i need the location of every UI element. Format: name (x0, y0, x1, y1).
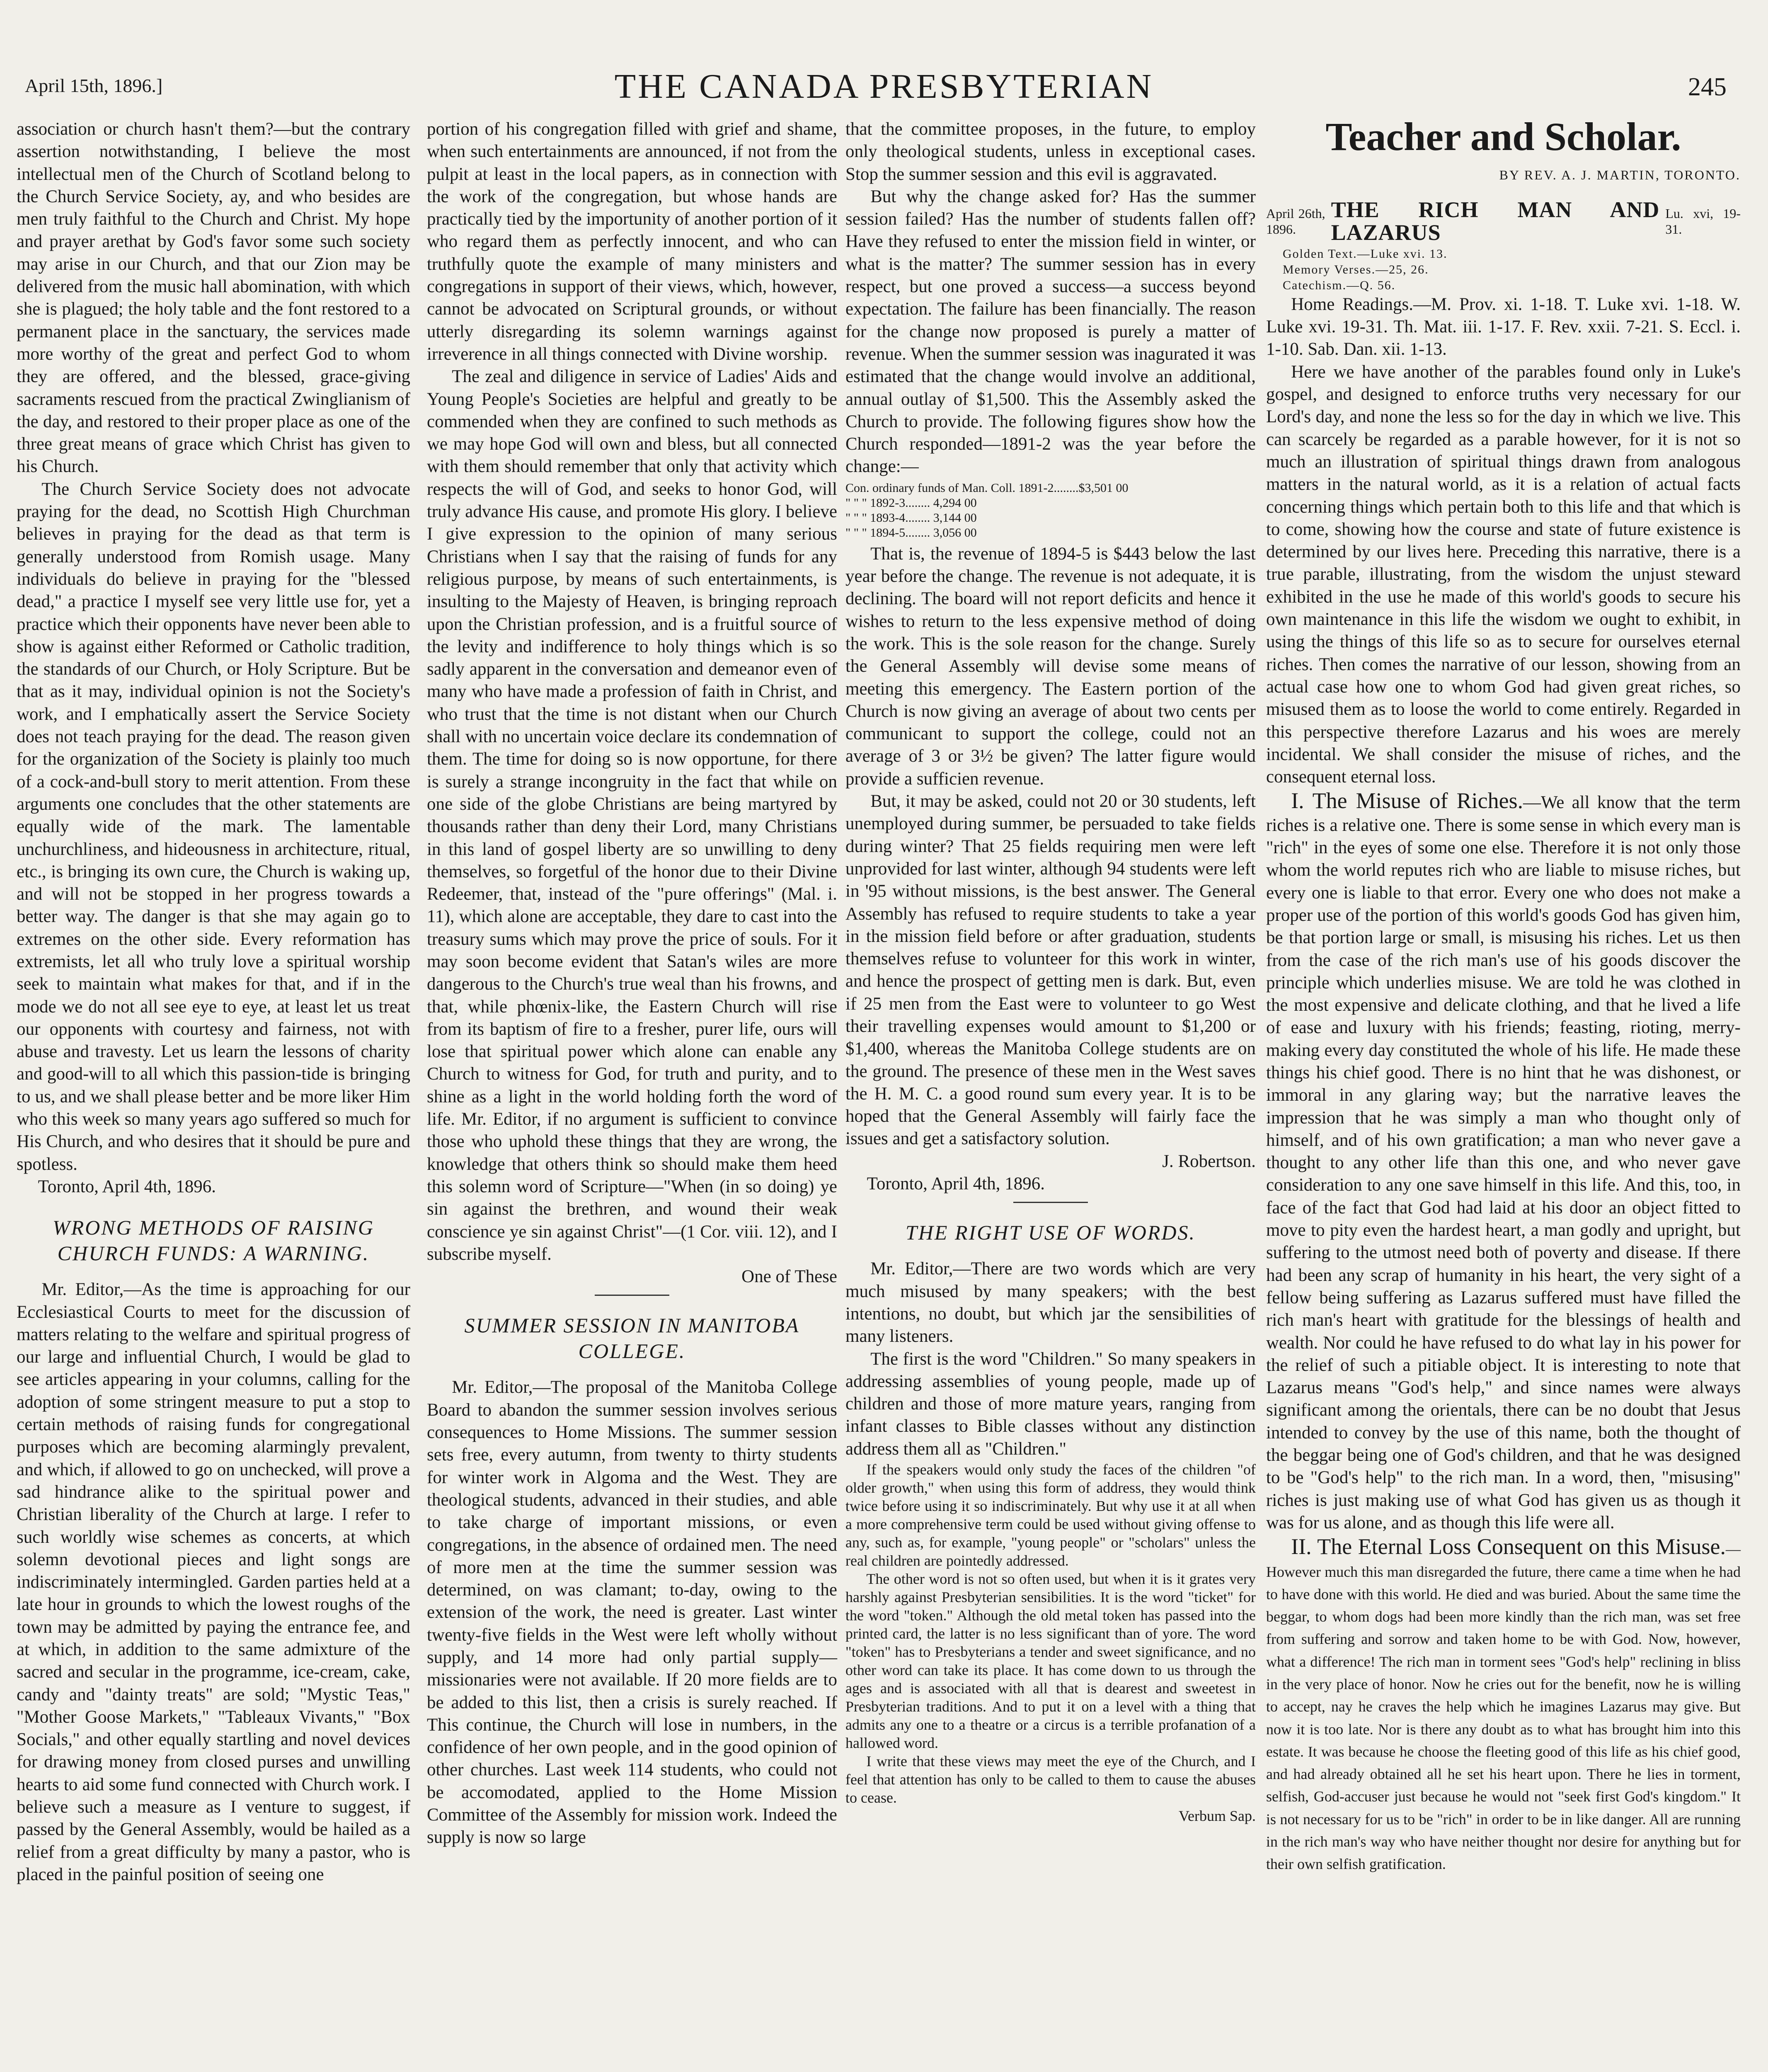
article-signature: J. Robertson. (1162, 1151, 1256, 1171)
table-row: Con. ordinary funds of Man. Coll. 1891-2........$3,501 00 (845, 481, 1129, 495)
table-row: " " " 1894-5........ 3,056 00 (845, 525, 977, 540)
article-paragraph: Here we have another of the parables found only in Luke's gospel, and designed to enforce truths very necessary for our Lord's day, and none the less so for the day in which we live. This can scarcely be regarded as a parable however, for it is not so much an illustration of spiritual things drawn from analogous matters in the natural world, as it is a relation of actual facts concerning things which pertain both to this life and that which is to come, showing how the course and state of future existence is determined by our lives here. Preceding this narrative, there is a true parable, illustrating, from the wisdom the unjust steward exhibited in the use he made of this world's goods to secure his own maintenance in this life the wisdom we ought to exhibit, in using the things of this life so as to secure for ourselves eternal riches. Then comes the narrative of our lesson, showing from an actual case how one to whom God had given great riches, so misused them as to loose the world to come entirely. Regarded in this perspective therefore Lazarus and his woes are merely incidental. We shall consider the misuse of riches, and the consequent eternal loss. (1266, 362, 1741, 787)
column-2 (427, 118, 837, 1849)
page-number: 245 (1688, 73, 1727, 101)
article-heading: THE RIGHT USE OF WORDS. (906, 1221, 1196, 1244)
column-3 (845, 118, 1256, 1825)
article-paragraph: If the speakers would only study the faces of the children "of older growth," when using this form of address, they would think twice before using it so indiscriminately. But why use it at all when a more comprehensive term could be used without giving offense to any, such as, for example, "young people" or "scholars" unless the real children are pointedly addressed. (845, 1461, 1256, 1569)
article-heading: SUMMER SESSION IN MANITOBA COLLEGE. (464, 1314, 800, 1363)
article-paragraph: that the committee proposes, in the future, to employ only theological students, unless in exceptional cases. Stop the summer session and this evil is aggravated. (845, 119, 1256, 184)
article-paragraph: I write that these views may meet the eye of the Church, and I feel that attention has only to be called to them to cause the abuses to cease. (845, 1753, 1256, 1806)
memory-verses: Memory Verses.—25, 26. (1283, 262, 1429, 276)
table-row: " " " 1892-3........ 4,294 00 (845, 496, 977, 510)
article-signature: One of These (741, 1267, 837, 1287)
subheading: II. The Eternal Loss Consequent on this Misuse. (1291, 1534, 1726, 1559)
article-paragraph: portion of his congregation filled with grief and shame, when such entertainments are announced, if not from the pulpit at least in the local papers, as in connection with the work of the congregation, but whose hands are practically tied by the importunity of another portion of it who regard them as perfectly innocent, and who can truthfully quote the example of many ministers and congregations in support of their views, which, however, cannot be advocated on Scriptural grounds, or without utterly disregarding its solemn warnings against irreverence in all things connected with Divine worship. (427, 119, 837, 364)
article-paragraph: Mr. Editor,—There are two words which are very much misused by many speakers; with the best intentions, no doubt, but which jar the sensibilities of many listeners. (845, 1259, 1256, 1346)
lesson-title: THE RICH MAN AND LAZARUS (1331, 197, 1660, 245)
article-paragraph: association or church hasn't them?—but the contrary assertion notwithstanding, I believe the most intellectual men of the Church of Scotland belong to the Church Service Society, ay, and who besides are men truly faithful to the Church and Christ. My hope and prayer arethat by God's favor some such society may arise in our Church, and that our Zion may be delivered from the music hall abomination, with which she is plagued; the holy table and the font restored to a permanent place in the sanctuary, the services made more worthy of the great and perfect God to whom they are offered, and the blessed, grace-giving sacraments rescued from the practical Zwinglianism of the day, and restored to their proper place as one of the three great means of grace which Christ has given to his Church. (17, 119, 410, 477)
lesson-date: April 26th, 1896. (1266, 206, 1325, 237)
article-dateline: Toronto, April 4th, 1896. (867, 1174, 1045, 1194)
article-paragraph: The other word is not so often used, but when it is it grates very harshly against Presbyterian sensibilities. It is the word "ticket" for the word "token." Although the old metal token has passed into the printed card, the latter is no less significant than of yore. The word "token" has to Presbyterians a tender and sweet significance, and no other word can take its place. It has come down to us through the ages and is associated with all that is dearest and sweetest in Presbyterian traditions. And to put it on a level with a thing that admits any one to a theatre or a circus is a terrible profanation of a hallowed word. (845, 1571, 1256, 1752)
golden-text: Golden Text.—Luke xvi. 13. (1283, 247, 1448, 261)
subheading: I. The Misuse of Riches. (1291, 788, 1523, 813)
article-paragraph: But, it may be asked, could not 20 or 30 students, left unemployed during summer, be persuaded to take fields during winter? That 25 fields requiring men were left unprovided for last winter, although 94 students were left in '95 without missions, is the best answer. The General Assembly has refused to require students to take a year in the mission field before or after graduation, students themselves refuse to volunteer for this work in winter, and hence the prospect of getting men is dark. But, even if 25 men from the East were to volunteer to go West their travelling expenses would amount to $1,200 or $1,400, whereas the Manitoba College students are on the ground. The presence of these men in the West saves the H. M. C. a good round sum every year. It is to be hoped that the General Assembly will fairly face the issues and get a satisfactory solution. (845, 792, 1256, 1149)
home-readings: Home Readings.—M. Prov. xi. 1-18. T. Luke xvi. 1-18. W. Luke xvi. 19-31. Th. Mat. iii. 1-17. F. Rev. xxii. 7-21. S. Eccl. i. 1-10. Sab. Dan. xii. 1-13. (1266, 294, 1741, 359)
article-paragraph: But why the change asked for? Has the summer session failed? Has the number of students fallen off? Have they refused to enter the mission field in winter, or what is the matter? The summer session has in every respect, but one proved a success—a success beyond expectation. The failure has been financially. The reason for the change now proposed is purely a matter of revenue. When the summer session was inagurated it was estimated that the change would involve an additional, annual outlay of $1,500. This the Assembly asked the Church to provide. The following figures show how the Church responded—1891-2 was the year before the change:— (845, 186, 1256, 477)
article-heading: WRONG METHODS OF RAISING CHURCH FUNDS: A WARNING. (52, 1216, 375, 1265)
newspaper-title: THE CANADA PRESBYTERIAN (614, 67, 1154, 106)
article-paragraph: Mr. Editor,—As the time is approaching for our Ecclesiastical Courts to meet for the discussion of matters relating to the welfare and spiritual progress of our large and influential Church, I would be glad to see articles appearing in your columns, calling for the adoption of some stringent measure to put a stop to certain methods of raising funds for congregational purposes which are becoming alarmingly prevalent, and which, if allowed to go on unchecked, will prove a sad hindrance alike to the spiritual power and Christian liberality of the Church at large. I refer to such worldly wise schemes as concerts, at which solemn devotional pieces and light songs are indiscriminately intermingled. Garden parties held at a late hour in grounds to which the lowest roughs of the town may be admitted by paying the entrance fee, and at which, in addition to the same admixture of the sacred and secular in the programme, ice-cream, cake, candy and "dainty treats" are sold; "Mystic Teas," "Mother Goose Markets," "Tableaux Vivants," "Box Socials," and other equally startling and novel devices for drawing money from closed purses and unwilling hearts to aid some fund connected with Church work. I believe such a measure as I venture to suggest, if passed by the General Assembly, would be hailed as a relief from a great difficulty by many a pastor, who is placed in the painful position of seeing one (17, 1280, 410, 1884)
article-paragraph: —We all know that the term riches is a relative one. There is some sense in which every man is "rich" in the eyes of some one else. Therefore it is not only those whom the world reputes rich who are liable to misuse riches, but every one is liable to that error. Every one who does not make a proper use of the portion of this world's goods God has given him, be that portion large or small, is misusing his riches. Let us then from the case of the rich man's use of his goods discover the principle which underlies misuse. We are told he was clothed in the most expensive and delicate clothing, and that he lived a life of ease and luxury with his friends; feasting, rioting, merry-making every day constituted the whole of his life. He made these things his chief good. There is no hint that he was dishonest, or immoral in any glaring way; but the narrative leaves the impression that he was simply a man who thought only of himself, and of his own gratification; a man who never gave a thought to any other life than this one, and who never gave consideration to any one save himself in this life. And this, too, in face of the fact that God had laid at his door an object fitted to move to pity even the hardest heart, a man godly and upright, but suffering to the utmost need both of poverty and disease. If there had been any scrap of humanity in his heart, the very sight of a fellow being suffering as Lazarus suffered must have filled the rich man's heart with gratitude for the blessings of health and wealth. Nor could he have refused to do what lay in his power for the relief of such a pitiable object. It is interesting to note that Lazarus means "God's help," and since names were always significant among the orientals, there can be no doubt that Jesus intended to convey by the use of this name, both the thought of the beggar being one of God's children, and that he was designed to be "God's help" to the rich man. In a word, then, "misusing" riches is just making use of what God has given us as though it was for us alone, and as though this life were all. (1266, 793, 1741, 1532)
header-date: April 15th, 1896.] (25, 75, 163, 96)
article-paragraph: The Church Service Society does not advocate praying for the dead, no Scottish High Churchman believes in praying for the dead as that term is generally understood from Romish usage. Many individuals do believe in praying for the "blessed dead," a practice I myself see very little use for, yet a practice which their opponents have never been able to show is against either Reformed or Catholic tradition, the standards of our Church, or Holy Scripture. But be that as it may, individual opinion is not the Society's work, and I emphatically assert the Service Society does not teach praying for the dead. The reason given for the organization of the Society is plainly too much of a cock-and-bull story to merit attention. From these arguments one concludes that the other statements are equally wide of the mark. The lamentable unchurchliness, and hideousness in architecture, ritual, etc., is bringing its own cure, the Church is waking up, and will not be stopped in her progress towards a better way. The danger is that she may again go to extremes on the other side. Every reformation has extremists, let all who truly love a spiritual worship seek to maintain what makes for that, and if in the mode we do not all see eye to eye, at least let us treat our opponents with courtesy and fairness, not with abuse and travesty. Let us learn the lessons of charity and good-will to all which this passion-tide is bringing to us, and we shall please better and be more liker Him who this week so many years ago suffered so much for His Church, and who desires that it should be pure and spotless. (17, 479, 410, 1174)
article-paragraph: That is, the revenue of 1894-5 is $443 below the last year before the change. The revenue is not adequate, it is declining. The board will not report deficits and hence it wishes to return to the less expensive method of doing the work. This is the sole reason for the change. Surely the General Assembly will devise some means of meeting this emergency. The Eastern portion of the Church is now giving an average of about two cents per communicant to support the college, could not an average of 3 or 3½ be given? The latter figure would provide a sufficien revenue. (845, 544, 1256, 789)
article-paragraph: The first is the word "Children." So many speakers in addressing assemblies of young people, made up of children and those of more mature years, ranging from infant classes to Bible classes without any distinction address them all as "Children." (845, 1349, 1256, 1459)
divider (1013, 1202, 1088, 1203)
article-signature: Verbum Sap. (1179, 1808, 1256, 1825)
article-paragraph: The zeal and diligence in service of Ladies' Aids and Young People's Societies are helpful and greatly to be commended when they are confined to such methods as we may hope God will own and bless, but all connected with them should remember that only that activity which respects the will of God, and seeks to honor God, will truly advance His cause, and promote His glory. I believe I give expression to the opinion of many serious Christians when I say that the raising of funds for any religious purpose, by means of such entertainments, is insulting to the Majesty of Heaven, is bringing reproach upon the Christian profession, and is a fruitful source of the levity and indifference to holy things which is so sadly apparent in the conversation and demeanor even of many who have made a profession of faith in Christ, and who trust that the time is not distant when our Church shall with no uncertain voice declare its condemnation of them. The time for doing so is now opportune, for there is surely a strange incongruity in the fact that while on one side of the globe Christians are being martyred by thousands rather than deny their Lord, many Christians in this land of gospel liberty are so unwilling to deny themselves, so forgetful of the honor due to their Divine Redeemer, that, instead of the "pure offerings" (Mal. i. 11), which alone are acceptable, they dare to cast into the treasury sums which may prove the price of souls. For it may soon become evident that Satan's wiles are more dangerous to the Church's true weal than his frowns, and that, while phœnix-like, the Eastern Church will rise from its baptism of fire to a fresher, purer life, ours will lose that spiritual power which alone can enable any Church to witness for God, for truth and purity, and to shine as a light in the world holding forth the word of life. Mr. Editor, if no argument is sufficient to convince those who uphold these things that they are wrong, the knowledge that others think so should make them heed this solemn word of Scripture—"When (in so doing) ye sin against the brethren, and wound their weak conscience ye sin against Christ"—(1 Cor. viii. 12), and I subscribe myself. (427, 367, 837, 1264)
divider (595, 1295, 669, 1296)
section-title: Teacher and Scholar. (1325, 114, 1681, 159)
revenue-table (845, 481, 1256, 540)
lesson-reference: Lu. xvi, 19-31. (1665, 206, 1741, 237)
section-author: BY REV. A. J. MARTIN, TORONTO. (1499, 167, 1741, 182)
column-1 (17, 118, 410, 1886)
article-paragraph: Mr. Editor,—The proposal of the Manitoba College Board to abandon the summer session involves serious consequences to Home Missions. The summer session sets free, every autumn, from twenty to thirty students for winter work in Algoma and the West. They are theological students, advanced in their studies, and able to take charge of important missions, or even congregations, in the absence of ordained men. The need of more men at the time the summer session was determined, on was clamant; to-day, owing to the extension of the work, the need is greater. Last winter twenty-five fields in the West were left wholly without supply, and 14 more had only partial supply—missionaries were not available. If 20 more fields are to be added to this list, then a crisis is surely reached. If This continue, the Church will lose in numbers, in the confidence of her own people, and in the good opinion of other churches. Last week 114 students, who could not be accomodated, applied to the Home Mission Committee of the Assembly for mission work. Indeed the supply is now so large (427, 1377, 837, 1847)
page-header (25, 62, 1743, 112)
lesson-header (1266, 198, 1741, 244)
catechism: Catechism.—Q. 56. (1283, 278, 1396, 292)
table-row: " " " 1893-4........ 3,144 00 (845, 511, 977, 525)
article-dateline: Toronto, April 4th, 1896. (38, 1176, 216, 1196)
article-paragraph: —However much this man disregarded the future, there came a time when he had to have done with this world. He died and was buried. About the same time the beggar, to whom dogs had been more kindly than the rich man, was set free from suffering and sorrow and taken home to be with God. Now, however, what a difference! The rich man in torment sees "God's help" reclining in bliss in the very place of honor. Now he cries out for the benefit, now he is willing to accept, nay he craves the help which he imagines Lazarus may give. But now it is too late. Nor is there any doubt as to what has brought him into this estate. It was because he choose the fleeting good of this life as his chief good, and had already obtained all he set his heart upon. There he lies in torment, selfish, God-accuser just because he would not "seek first God's kingdom." It is not necessary for us to be "rich" in order to be in like danger. All are running in the rich man's way who have neither thought nor desire for anything but for their own selfish gratification. (1266, 1541, 1741, 1873)
column-4 (1266, 114, 1741, 1875)
